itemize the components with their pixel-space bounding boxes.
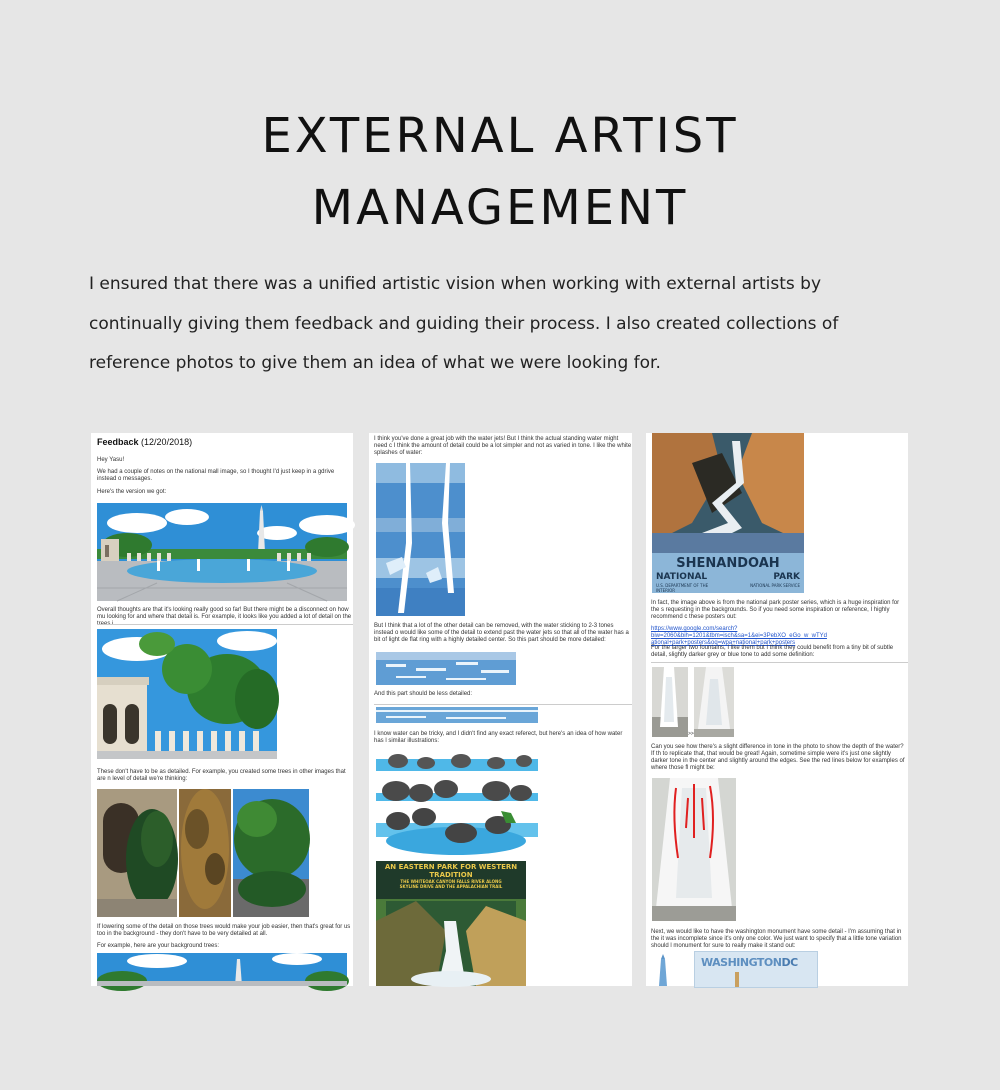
national-mall-illustration — [97, 503, 347, 601]
trees-note-text: These don't have to be as detailed. For example, you created some trees in other images that are n level of detail we're thinking: — [97, 769, 346, 782]
poster-park: PARK — [773, 572, 800, 582]
water-ring-simple-crop — [376, 707, 538, 723]
fountain-red-lines-crop — [652, 778, 736, 921]
poster-service: NATIONAL PARK SERVICE — [750, 583, 800, 588]
page-title-line-2: MANAGEMENT — [311, 180, 689, 236]
monument-figure — [735, 972, 739, 987]
sign-text — [701, 957, 815, 969]
feedback-date: (12/20/2018) — [141, 437, 193, 447]
sign-dc: DC — [781, 956, 798, 969]
poster-national: NATIONAL — [656, 572, 708, 582]
water-jets-text: I think you've done a great job with the water jets! But I think the actual standing water might need c I think the amount of detail could be a lot simpler and not as varied in tone. I like the white splashes of water: — [374, 436, 632, 456]
feedback-heading: Feedback — [97, 437, 139, 447]
poster-series-text: In fact, the image above is from the national park poster series, which is a huge inspiration for the s requesting in the backgrounds. So if you need some inspiration or reference, I highly recommend c these posters out: — [651, 600, 900, 620]
less-detailed-text: And this part should be less detailed: — [374, 691, 473, 697]
memorial-trees-illustration — [97, 629, 277, 759]
background-trees-text: For example, here are your background trees: — [97, 943, 220, 949]
monument-icon-crop — [652, 953, 674, 986]
fountain-crop-2 — [694, 667, 734, 737]
page-divider — [374, 704, 632, 705]
fountain-crop-1 — [652, 667, 688, 737]
arrow-marker: >> — [688, 731, 694, 737]
washington-dc-sign — [694, 951, 818, 988]
tree-reference-images — [97, 789, 309, 917]
greeting-text: Hey Yasu! — [97, 457, 125, 463]
feedback-doc-page-2 — [369, 433, 632, 986]
poster-subline: THE WHITEOAK CANYON FALLS RIVER ALONG SKYLINE DRIVE AND THE APPALACHIAN TRAIL — [399, 879, 503, 889]
eastern-park-poster — [376, 861, 526, 986]
lowering-detail-text: If lowering some of the detail on those trees would make your job easier, then that's great for us too in the background - they don't have to be very detailed at all. — [97, 924, 351, 937]
page-divider — [651, 662, 908, 663]
feedback-heading-row — [97, 437, 347, 447]
sign-washington: WASHINGTON — [701, 956, 782, 969]
water-ring-detailed-crop — [376, 652, 516, 685]
background-trees-illustration — [97, 953, 347, 986]
water-depth-text: Can you see how there's a slight difference in tone in the photo to show the depth of the water? If th to replicate that, that would be great! Again, sometime simple were it's just one slightly darker tone in the center and slightly around the edges. See the red lines below for examples of where those fl might be: — [651, 744, 905, 771]
shenandoah-poster — [652, 433, 804, 593]
water-splash-crop — [376, 463, 465, 616]
water-reference-text: I know water can be tricky, and I didn't find any exact referect, but here's an idea of how water has l similar illustrations: — [374, 731, 623, 744]
fountains-text: For the larger two fountains, I like them but I think they could benefit from a tiny bit of subtle detail, slightly darker grey or blue tone to add some definition: — [651, 645, 894, 658]
poster-subtitle — [656, 572, 800, 582]
poster-title: SHENANDOAH — [676, 556, 780, 571]
washington-monument-text: Next, we would like to have the washington monument have some detail - I'm assuming that in the it was incomplete since it's only one color. We just want to specify that a little tone variation should l monument for sure to really make it stand out: — [651, 929, 902, 949]
overall-thoughts-text: Overall thoughts are that it's looking really good so far! But there might be a disconnect on how mu looking for and where that detail is. For example, it looks like you added a lot of detail on the — [97, 607, 352, 620]
feedback-doc-page-1 — [91, 433, 353, 986]
rocks-water-illustrations — [376, 751, 538, 859]
page-divider — [97, 624, 353, 625]
poster-footer — [656, 583, 800, 593]
page-title — [0, 100, 1000, 244]
poster-search-link[interactable]: https://www.google.com/search?biw=2060&bih=1201&tbm=isch&sa=1&ei=3PebXO_eGo_w_wTYd ational+park+posters&oq=wpa+national+park+posters — [651, 626, 827, 646]
water-tones-text: But I think that a lot of the other detail can be removed, with the water sticking to 2-3 tones instead o would like some of the detail to extend past the water jets so that all of the water has a bit of light de flat ring with a highly detailed center. So this part should be more detailed: — [374, 623, 629, 643]
version-text: Here's the version we got: — [97, 489, 167, 495]
poster-department: U.S. DEPARTMENT OF THE INTERIOR — [656, 583, 709, 593]
intro-paragraph: I ensured that there was a unified artistic vision when working with external artists by continually giving them feedback and guiding their process. I also created collections of reference photos to give them an idea of what we were looking for. — [89, 274, 839, 373]
poster-headline: AN EASTERN PARK FOR WESTERN TRADITION — [384, 863, 518, 879]
page-title-line-1: EXTERNAL ARTIST — [261, 108, 739, 164]
intro-note: We had a couple of notes on the national mall image, so I thought I'd just keep in a gdrive instead o messages. — [97, 469, 335, 482]
feedback-doc-page-3 — [646, 433, 908, 986]
